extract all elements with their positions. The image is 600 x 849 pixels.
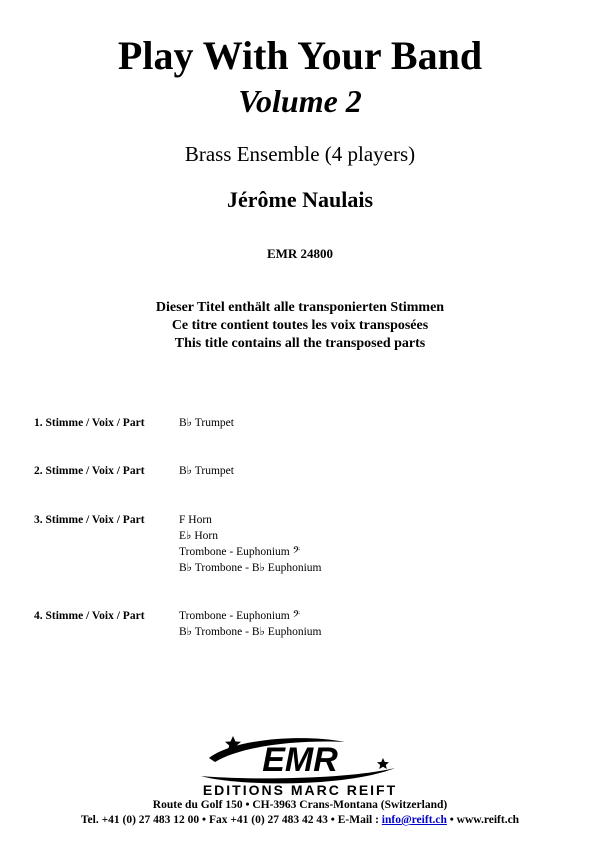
part-label: 3. Stimme / Voix / Part xyxy=(34,514,145,526)
publisher-name: EDITIONS MARC REIFT xyxy=(202,782,398,798)
page-title: Play With Your Band xyxy=(117,33,483,78)
instrument-item: Trombone - Euphonium 𝄢 xyxy=(179,546,301,558)
instrument-item: B♭ Trumpet xyxy=(179,465,234,477)
part-instruments xyxy=(179,415,234,431)
catalog-number: EMR 24800 xyxy=(266,246,334,261)
part-label: 4. Stimme / Voix / Part xyxy=(34,610,145,622)
instrument-item: B♭ Trombone - B♭ Euphonium xyxy=(179,626,322,638)
notice-german: Dieser Titel enthält alle transponierten Stimmen xyxy=(155,300,445,315)
part-label: 2. Stimme / Voix / Part xyxy=(34,465,145,477)
part-instruments xyxy=(179,512,321,576)
notice-french: Ce titre contient toutes les voix transposées xyxy=(171,318,429,333)
part-instruments xyxy=(179,463,234,479)
volume-subtitle: Volume 2 xyxy=(238,83,362,119)
composer-name: Jérôme Naulais xyxy=(226,187,374,212)
publisher-contact xyxy=(0,813,600,828)
instrument-item: E♭ Horn xyxy=(179,530,218,542)
contact-phone-fax: Tel. +41 (0) 27 483 12 00 • Fax +41 (0) 27 483 42 43 • E-Mail : xyxy=(80,814,382,826)
part-label: 1. Stimme / Voix / Part xyxy=(34,417,145,429)
star-icon xyxy=(377,758,389,769)
email-link[interactable]: info@reift.ch xyxy=(381,814,447,826)
website-text: • www.reift.ch xyxy=(446,814,520,826)
ensemble-description: Brass Ensemble (4 players) xyxy=(184,142,416,166)
publisher-address: Route du Golf 150 • CH-3963 Crans-Montana (Switzerland) xyxy=(152,799,448,811)
instrument-item: Trombone - Euphonium 𝄢 xyxy=(179,610,301,622)
logo-wordmark: EMR xyxy=(262,741,338,779)
instrument-item: B♭ Trumpet xyxy=(179,417,234,429)
instrument-item: B♭ Trombone - B♭ Euphonium xyxy=(179,562,322,574)
notice-english: This title contains all the transposed parts xyxy=(174,336,426,351)
transposition-notice xyxy=(0,299,600,353)
instrument-item: F Horn xyxy=(179,514,212,526)
emr-logo xyxy=(195,732,405,784)
part-instruments xyxy=(179,608,321,640)
